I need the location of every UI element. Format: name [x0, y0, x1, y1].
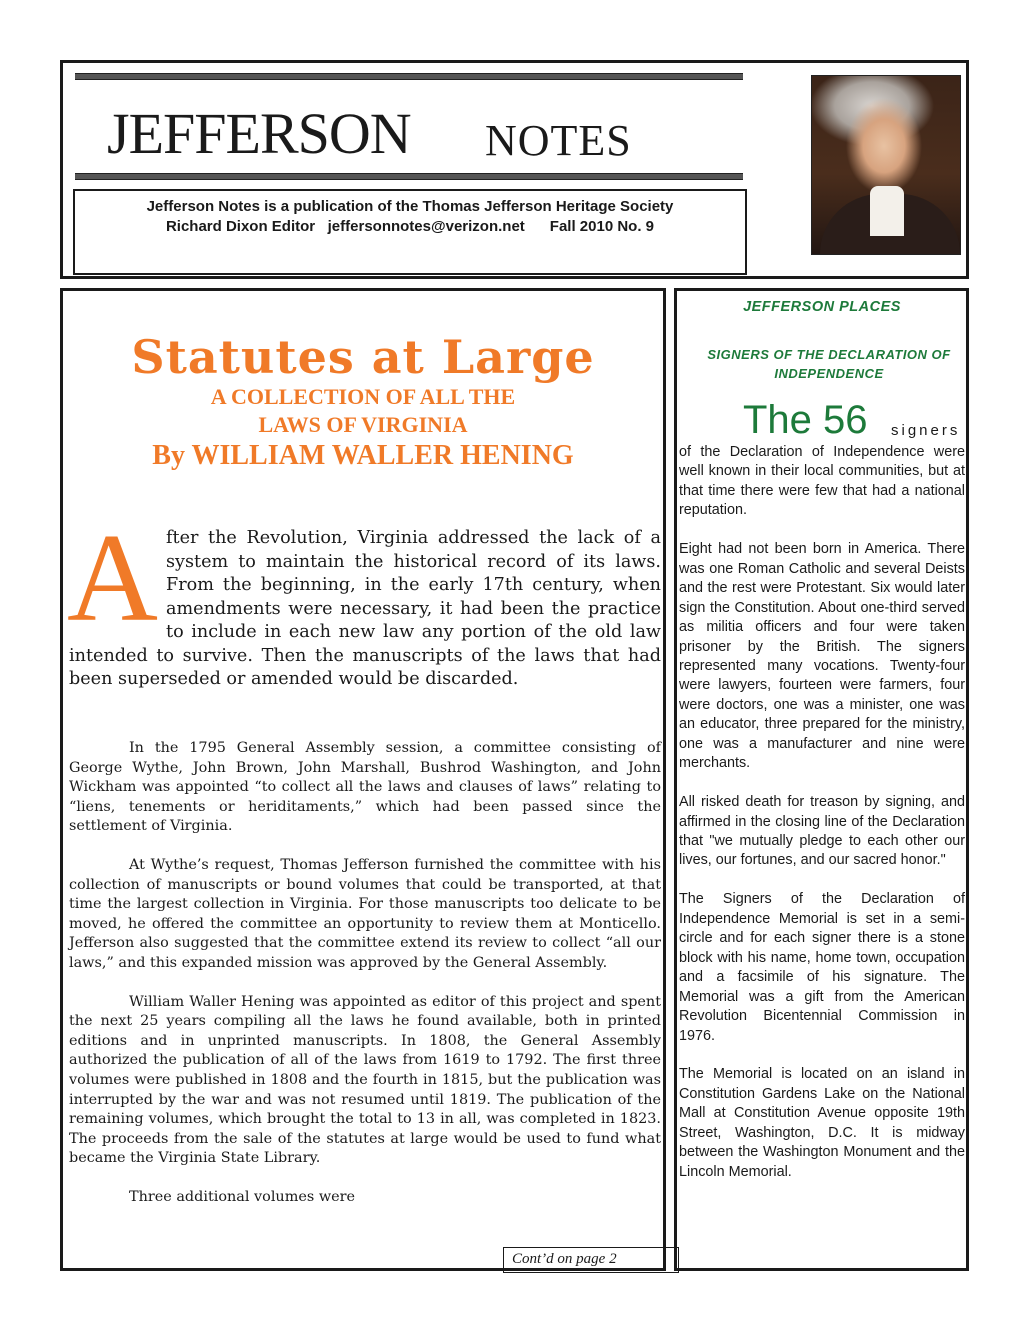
sidebar-paragraph: of the Declaration of Independence were well known in their local communities, but at that time there were few that had a national reputation.	[679, 444, 965, 519]
sidebar-lead-line	[679, 397, 965, 443]
newsletter-title-notes: NOTES	[485, 116, 632, 165]
drop-cap: A	[67, 509, 158, 648]
article-subtitle-1: A COLLECTION OF ALL THE	[210, 384, 516, 409]
article-paragraph: In the 1795 General Assembly session, a committee consisting of George Wythe, John Brown, John Marshall, Bushrod Washington, and John Wickham was appointed “to collect all the laws and clauses of laws” relating to “liens, tenements or heriditaments,” which had been passed since the settlement of Virginia.	[69, 740, 661, 835]
article-byline: By WILLIAM WALLER HENING	[152, 440, 574, 471]
main-article	[60, 288, 666, 1271]
article-title: Statutes at Large	[131, 330, 595, 384]
sidebar-paragraph: The Signers of the Declaration of Independence Memorial is set in a semi-circle and for each signer there is a stone block with his name, home town, occupation and a facsimile of his signature. The Memorial was a gift from the American Revolution Bicentennial Commission in 1976.	[679, 891, 965, 1044]
publication-info-box	[73, 189, 747, 275]
newsletter-title: JEFFERSON	[107, 101, 411, 166]
article-lead-paragraph	[67, 509, 661, 692]
article-body	[69, 739, 661, 1226]
sidebar-jefferson-places	[674, 288, 969, 1271]
jefferson-portrait	[811, 75, 961, 255]
portrait-collar	[870, 186, 904, 236]
article-paragraph: Three additional volumes were	[129, 1188, 356, 1205]
continued-on-page-link[interactable]: Cont’d on page 2	[503, 1247, 679, 1273]
sidebar-paragraph: All risked death for treason by signing, and affirmed in the closing line of the Declaration that "we mutually pledge to each other our lives, our fortunes, and our sacred honor."	[679, 794, 965, 869]
editor-line: Richard Dixon Editor jeffersonnotes@verizon.net Fall 2010 No. 9	[165, 218, 655, 235]
sidebar-paragraph: The Memorial is located on an island in Constitution Gardens Lake on the National Mall at Constitution Avenue opposite 19th Street, Washington, D.C. It is midway between the Washington Monument and the Lincoln Memorial.	[679, 1066, 965, 1180]
sidebar-paragraph: Eight had not been born in America. There was one Roman Catholic and several Deists and the rest were Protestant. Six would later sign the Constitution. About one-third served as militia officers and four were taken prisoner by the British. The signers represented many vocations. Twenty-four were lawyers, fourteen were farmers, four were doctors, one was a minister, one was an educator, three prepared for the ministry, one was a manufacturer and nine were merchants.	[679, 541, 965, 772]
masthead-top-rule	[75, 73, 743, 80]
publication-line: Jefferson Notes is a publication of the Thomas Jefferson Heritage Society	[146, 198, 674, 215]
sidebar-subheading: SIGNERS OF THE DECLARATION OF INDEPENDENCE	[707, 347, 951, 381]
article-heading	[63, 331, 663, 473]
article-subtitle-2: LAWS OF VIRGINIA	[258, 412, 468, 437]
article-paragraph: At Wythe’s request, Thomas Jefferson furnished the committee with his collection of manuscripts or bound volumes that could be transported, at that time the largest collection in Virginia. For those manuscripts too delicate to be moved, he offered the committee an opportunity to review them at Monticello. Jefferson also suggested that the committee extend its review to collect “all our laws,” and this expanded mission was approved by the General Assembly.	[69, 856, 661, 971]
article-paragraph: William Waller Hening was appointed as editor of this project and spent the next 25 years compiling all the laws he found available, both in printed editions and in unprinted manuscripts. In 1808, the General Assembly authorized the publication of all of the laws from 1619 to 1792. The first three volumes were published in 1808 and the fourth in 1815, but the publication was interrupted by the war and was not resumed until 1819. The publication of the remaining volumes, which brought the total to 13 in all, was completed in 1823. The proceeds from the sale of the statutes at large would be used to fund what became the Virginia State Library.	[69, 993, 661, 1167]
sidebar-lead-word: signers	[891, 422, 961, 439]
lead-text: fter the Revolution, Virginia addressed the lack of a system to maintain the historical record of its laws. From the beginning, in the early 17th century, when amendments were necessary, it had been the practice to include in each new law any portion of the old law intended to survive. Then the manuscripts of the laws that had been superseded or amended would be discarded.	[69, 528, 661, 689]
sidebar-heading: JEFFERSON PLACES	[743, 299, 901, 315]
sidebar-text	[679, 397, 965, 1202]
masthead-bottom-rule	[75, 173, 743, 180]
masthead	[60, 60, 969, 279]
sidebar-big-lead: The 56	[743, 398, 868, 442]
